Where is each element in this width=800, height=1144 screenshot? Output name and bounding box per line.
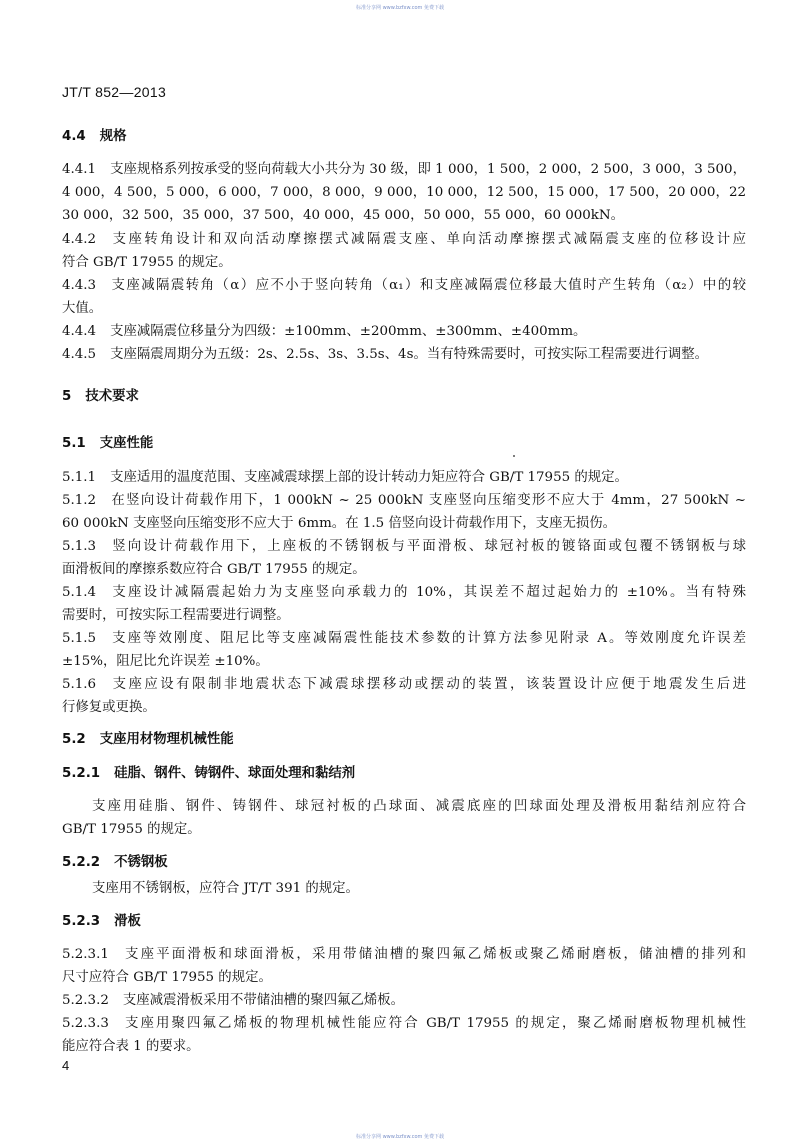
clause-4-4-3-line-1 bbox=[62, 274, 746, 298]
clause-5-1-6-line-1 bbox=[62, 673, 746, 697]
subsection-title: 硅脂、钢件、铸钢件、球面处理和黏结剂 bbox=[114, 766, 356, 781]
clause-5-1-2-line-1 bbox=[62, 489, 746, 513]
clause-4-4-2-line-1 bbox=[62, 228, 746, 252]
clause-number: 4.4.2 bbox=[62, 232, 97, 247]
clause-number: 5.1.5 bbox=[62, 631, 97, 646]
clause-4-4-1-line-1 bbox=[62, 158, 746, 182]
clause-4-4-3-line-2: 大值。 bbox=[62, 301, 103, 316]
clause-number: 4.4.4 bbox=[62, 324, 97, 339]
clause-number: 5.1.1 bbox=[62, 470, 97, 485]
clause-number: 5.1.2 bbox=[62, 493, 97, 508]
subsection-number: 5.2.3 bbox=[62, 914, 101, 929]
standard-code: JT/T 852—2013 bbox=[62, 84, 167, 100]
clause-text: 支座应设有限制非地震状态下减震球摆移动或摆动的装置，该装置设计应便于地震发生后进 bbox=[110, 677, 746, 692]
clause-text: 支座适用的温度范围、支座减震球摆上部的设计转动力矩应符合 GB/T 17955 的规定。 bbox=[110, 470, 628, 485]
chapter-number: 5 bbox=[62, 389, 72, 404]
clause-5-1-3-line-1 bbox=[62, 535, 746, 559]
subsection-title: 不锈钢板 bbox=[114, 855, 168, 870]
clause-number: 5.1.3 bbox=[62, 539, 97, 554]
clause-text: 支座等效刚度、阻尼比等支座减隔震性能技术参数的计算方法参见附录 A。等效刚度允许误差 bbox=[110, 631, 746, 646]
clause-5-1-5-line-1 bbox=[62, 627, 746, 651]
watermark-bottom: 标准分享网 www.bzfxw.com 免费下载 bbox=[356, 1134, 444, 1140]
clause-5-1-4-line-1 bbox=[62, 581, 746, 605]
chapter-title: 技术要求 bbox=[85, 389, 139, 404]
subsection-heading-5-2-3 bbox=[62, 910, 746, 934]
clause-5-2-3-1-line-1 bbox=[62, 943, 746, 967]
clause-text: 支座减震滑板采用不带储油槽的聚四氟乙烯板。 bbox=[122, 993, 405, 1008]
clause-5-2-3-3-line-2: 能应符合表 1 的要求。 bbox=[62, 1039, 200, 1054]
section-title: 支座用材物理机械性能 bbox=[99, 732, 234, 747]
clause-number: 4.4.1 bbox=[62, 162, 97, 177]
clause-number: 5.1.4 bbox=[62, 585, 97, 600]
section-title: 支座性能 bbox=[99, 436, 154, 451]
clause-number: 5.2.3.3 bbox=[62, 1016, 109, 1031]
clause-5-2-3-1-line-2: 尺寸应符合 GB/T 17955 的规定。 bbox=[62, 970, 272, 985]
subsection-5-2-1-line-1: 支座用硅脂、钢件、铸钢件、球冠衬板的凸球面、减震底座的凹球面处理及滑板用黏结剂应符合 bbox=[92, 799, 746, 814]
clause-4-4-5 bbox=[62, 343, 746, 367]
subsection-title: 滑板 bbox=[114, 914, 141, 929]
section-number: 5.2 bbox=[62, 732, 86, 747]
subsection-number: 5.2.1 bbox=[62, 766, 101, 781]
clause-text: 支座转角设计和双向活动摩擦摆式减隔震支座、单向活动摩擦摆式减隔震支座的位移设计应 bbox=[110, 232, 746, 247]
section-number: 5.1 bbox=[62, 436, 86, 451]
clause-5-2-3-2 bbox=[62, 989, 746, 1013]
clause-number: 4.4.3 bbox=[62, 278, 97, 293]
clause-5-1-4-line-2: 需要时，可按实际工程需要进行调整。 bbox=[62, 608, 290, 623]
subsection-heading-5-2-1 bbox=[62, 762, 746, 786]
clause-5-1-2-line-2: 60 000kN 支座竖向压缩变形不应大于 6mm。在 1.5 倍竖向设计荷载作用下，支座无损伤。 bbox=[62, 516, 617, 531]
clause-text: 支座减隔震位移量分为四级：±100mm、±200mm、±300mm、±400mm。 bbox=[110, 324, 587, 339]
section-heading-5-2 bbox=[62, 728, 746, 752]
clause-4-4-1-line-3: 30 000，32 500，35 000，37 500，40 000，45 000，50 000，55 000，60 000kN。 bbox=[62, 208, 625, 223]
section-heading-5-1 bbox=[62, 432, 746, 456]
clause-5-1-3-line-2: 面滑板间的摩擦系数应符合 GB/T 17955 的规定。 bbox=[62, 562, 366, 577]
chapter-heading-5 bbox=[62, 385, 746, 409]
subsection-5-2-1-line-2: GB/T 17955 的规定。 bbox=[62, 822, 201, 837]
clause-text: 支座隔震周期分为五级：2s、2.5s、3s、3.5s、4s。当有特殊需要时，可按实际工程需要进行调整。 bbox=[110, 347, 709, 362]
clause-text: 支座平面滑板和球面滑板，采用带储油槽的聚四氟乙烯板或聚乙烯耐磨板，储油槽的排列和 bbox=[122, 947, 746, 962]
clause-5-1-6-line-2: 行修复或更换。 bbox=[62, 700, 156, 715]
clause-text: 竖向设计荷载作用下，上座板的不锈钢板与平面滑板、球冠衬板的镀铬面或包覆不锈钢板与球 bbox=[110, 539, 746, 554]
page-number: 4 bbox=[62, 1058, 70, 1073]
clause-number: 5.2.3.2 bbox=[62, 993, 109, 1008]
clause-4-4-4 bbox=[62, 320, 746, 344]
clause-4-4-1-line-2: 4 000，4 500，5 000，6 000，7 000，8 000，9 000，10 000，12 500，15 000，17 500，20 000，22 bbox=[62, 185, 746, 200]
clause-5-1-1 bbox=[62, 466, 746, 490]
clause-number: 5.1.6 bbox=[62, 677, 97, 692]
subsection-heading-5-2-2 bbox=[62, 851, 746, 875]
section-title: 规格 bbox=[99, 129, 127, 144]
clause-text: 支座用聚四氟乙烯板的物理机械性能应符合 GB/T 17955 的规定，聚乙烯耐磨板物理机械性 bbox=[122, 1016, 746, 1031]
clause-5-1-5-line-2: ±15%，阻尼比允许误差 ±10%。 bbox=[62, 654, 269, 669]
clause-text: 支座设计减隔震起始力为支座竖向承载力的 10%，其误差不超过起始力的 ±10%。当有特殊 bbox=[110, 585, 746, 600]
subsection-number: 5.2.2 bbox=[62, 855, 101, 870]
clause-text: 在竖向设计荷载作用下，1 000kN ~ 25 000kN 支座竖向压缩变形不应大于 4mm，27 500kN ~ bbox=[110, 493, 746, 508]
watermark-top: 标准分享网 www.bzfxw.com 免费下载 bbox=[356, 5, 444, 11]
section-number: 4.4 bbox=[62, 129, 86, 144]
clause-number: 4.4.5 bbox=[62, 347, 97, 362]
clause-4-4-2-line-2: 符合 GB/T 17955 的规定。 bbox=[62, 255, 232, 270]
clause-text: 支座规格系列按承受的竖向荷载大小共分为 30 级，即 1 000，1 500，2 000，2 500，3 000，3 500， bbox=[110, 162, 746, 177]
clause-number: 5.2.3.1 bbox=[62, 947, 109, 962]
subsection-5-2-2-text: 支座用不锈钢板，应符合 JT/T 391 的规定。 bbox=[92, 881, 359, 896]
clause-text: 支座减隔震转角（α）应不小于竖向转角（α₁）和支座减隔震位移最大值时产生转角（α₂）中的较 bbox=[110, 278, 746, 293]
section-heading-4-4 bbox=[62, 125, 746, 149]
clause-5-2-3-3-line-1 bbox=[62, 1012, 746, 1036]
